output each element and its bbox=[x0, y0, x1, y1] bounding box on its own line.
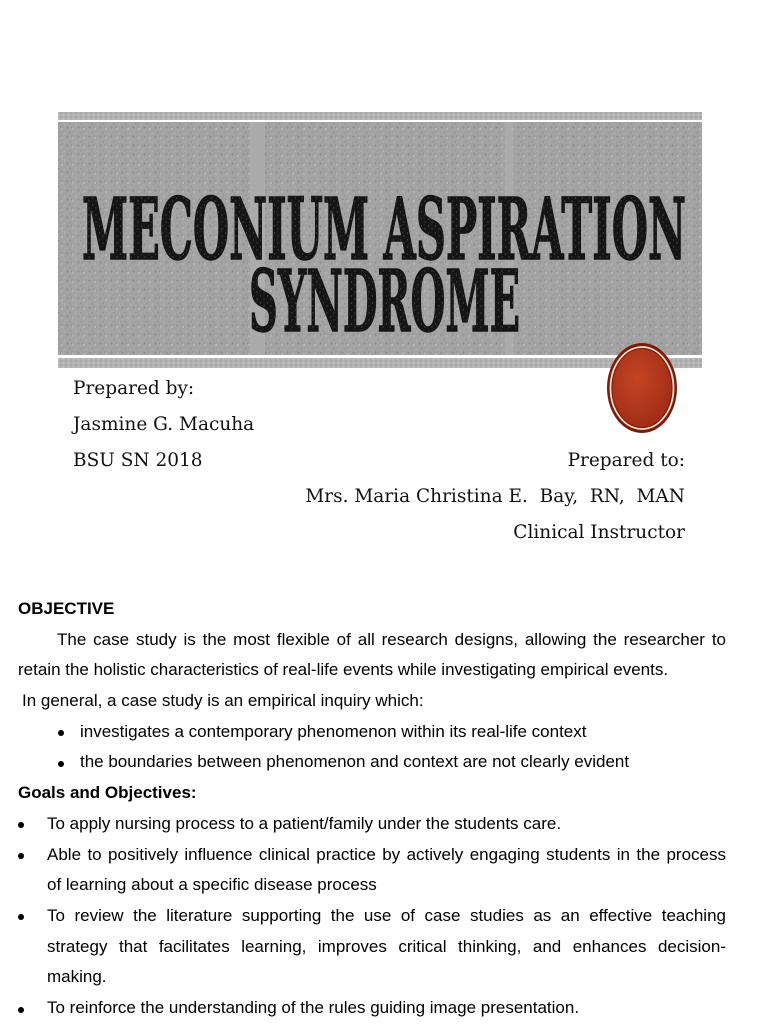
red-circle-ornament bbox=[607, 343, 677, 433]
objective-heading: OBJECTIVE bbox=[18, 599, 115, 618]
bullet-icon bbox=[58, 730, 64, 736]
banner-top-band bbox=[58, 112, 702, 120]
bullet-text: Able to positively influence clinical practice by actively engaging students in the process bbox=[47, 844, 726, 864]
bullet-text: To reinforce the understanding of the rules guiding image presentation. bbox=[47, 997, 580, 1017]
goals-item-line bbox=[18, 901, 726, 932]
bullet-text: To apply nursing process to a patient/family under the students care. bbox=[47, 813, 562, 833]
goals-bullet-item bbox=[18, 840, 726, 901]
goals-item-line bbox=[18, 932, 726, 963]
goals-bullet-item bbox=[18, 809, 726, 840]
bullet-icon bbox=[18, 822, 24, 828]
objective-intro: In general, a case study is an empirical inquiry which: bbox=[22, 691, 424, 711]
title-banner bbox=[58, 112, 702, 368]
goals-item-line bbox=[18, 840, 726, 871]
bullet-icon bbox=[18, 853, 24, 859]
banner-bottom-band bbox=[58, 358, 702, 368]
prepared-to-block bbox=[305, 443, 685, 551]
document-body bbox=[18, 594, 726, 1024]
author-group: BSU SN 2018 bbox=[73, 450, 203, 471]
bullet-text: To review the literature supporting the use of case studies as an effective teaching bbox=[47, 905, 726, 925]
goals-item-line bbox=[18, 993, 726, 1024]
instructor-name: Mrs. Maria Christina E. Bay, RN, MAN bbox=[305, 486, 685, 507]
instructor-role: Clinical Instructor bbox=[513, 522, 685, 543]
objective-bullet-item bbox=[18, 747, 726, 778]
objective-paragraph-line bbox=[18, 655, 726, 686]
bullet-text: of learning about a specific disease process bbox=[47, 875, 377, 895]
title-line-2: SYNDROME bbox=[249, 252, 520, 352]
title-line-1: MECONIUM ASPIRATION bbox=[82, 180, 686, 280]
bullet-text: investigates a contemporary phenomenon within its real-life context bbox=[80, 721, 587, 741]
bullet-icon bbox=[58, 761, 64, 767]
goals-item-line bbox=[18, 809, 726, 840]
prepared-by-block bbox=[73, 371, 254, 479]
bullet-text: strategy that facilitates learning, improves critical thinking, and enhances decision- bbox=[47, 936, 726, 956]
objective-bullet-item bbox=[18, 717, 726, 748]
goals-item-line bbox=[18, 962, 726, 993]
paragraph-text: retain the holistic characteristics of real-life events while investigating empirical events. bbox=[18, 660, 669, 680]
objective-paragraph-line bbox=[18, 625, 726, 656]
paragraph-text: The case study is the most flexible of all research designs, allowing the researcher to bbox=[57, 629, 726, 649]
bullet-icon bbox=[18, 1007, 24, 1013]
bullet-text: making. bbox=[47, 967, 107, 987]
goals-bullet-item bbox=[18, 993, 726, 1024]
author-name: Jasmine G. Macuha bbox=[73, 414, 255, 435]
goals-heading: Goals and Objectives: bbox=[18, 783, 197, 803]
bullet-text: the boundaries between phenomenon and context are not clearly evident bbox=[80, 752, 630, 772]
prepared-by-label: Prepared by: bbox=[73, 378, 195, 399]
goals-bullet-item bbox=[18, 901, 726, 993]
goals-item-line bbox=[18, 870, 726, 901]
prepared-to-label: Prepared to: bbox=[567, 450, 685, 471]
bullet-icon bbox=[18, 914, 24, 920]
